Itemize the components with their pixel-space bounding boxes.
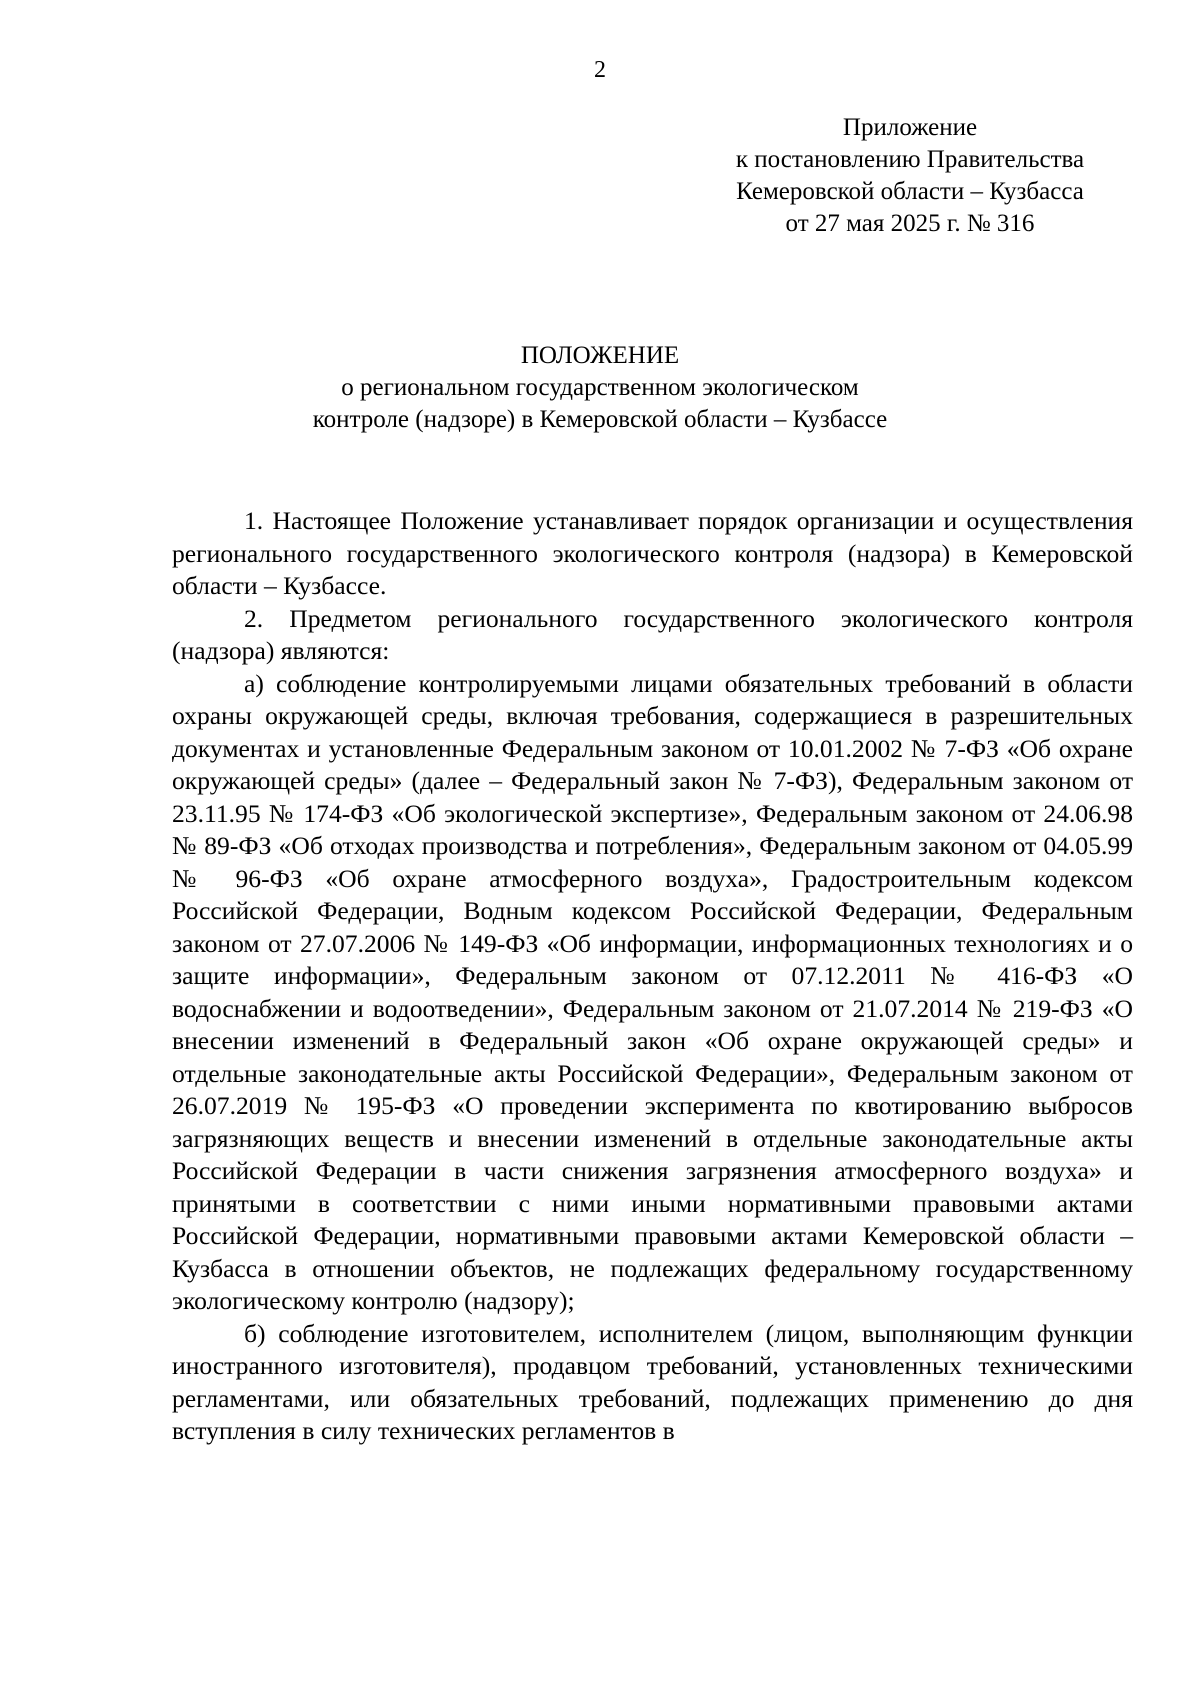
paragraph: б) соблюдение изготовителем, исполнителем (лицом, выполняющим функции иностранного изготовителя), продавцом требований, установленных техническими регламентами, или обязательных требований, подлежащих применению до дня вступления в силу технических регламентов в [172,1318,1133,1445]
paragraph: 1. Настоящее Положение устанавливает порядок организации и осуществления регионального государственного экологического контроля (надзора) в Кемеровской области – Кузбассе. [172,506,1133,600]
title-line: контроле (надзоре) в Кемеровской области – Кузбассе [312,406,888,433]
paragraph: а) соблюдение контролируемыми лицами обязательных требований в области охраны окружающей среды, включая требования, содержащиеся в разрешительных документах и установленные Федеральным законом от 10.01.2002 № 7-ФЗ «Об охране окружающей среды» (далее – Федеральный закон № 7-ФЗ), Федеральным законом от 23.11.95 № 174-ФЗ «Об экологической экспертизе», Федеральным законом от 24.06.98 № 89-ФЗ «Об отходах производства и потребления», Федеральным законом от 04.05.99 № 96-ФЗ «Об охране атмосферного воздуха», Градостроительным кодексом Российской Федерации, Водным кодексом Российской Федерации, Федеральным законом от 27.07.2006 № 149-ФЗ «Об информации, информационных технологиях и о защите информации», Федеральным законом от 07.12.2011 № 416-ФЗ «О водоснабжении и водоотведении», Федеральным законом от 21.07.2014 № 219-ФЗ «О внесении изменений в Федеральный закон «Об охране окружающей среды» и отдельные законодательные акты Российской Федерации», Федеральным законом от 26.07.2019 № 195-ФЗ «О проведении эксперимента по квотированию выбросов загрязняющих веществ и внесении изменений в отдельные законодательные акты Российской Федерации в части снижения загрязнения атмосферного воздуха» и принятыми в соответствии с ними иными нормативными правовыми актами Российской Федерации, нормативными правовыми актами Кемеровской области – Кузбасса в отношении объектов, не подлежащих федеральному государственному экологическому контролю (надзору); [172,668,1133,1315]
appendix-line: от 27 мая 2025 г. № 316 [785,210,1035,237]
document-title [0,340,1200,436]
appendix-line: к постановлению Правительства [735,146,1085,173]
document-body [172,505,1133,1448]
page-number: 2 [594,57,606,83]
title-heading: ПОЛОЖЕНИЕ [520,342,680,369]
paragraph: 2. Предметом регионального государственного экологического контроля (надзора) являются: [172,603,1133,665]
title-line: о региональном государственном экологическом [341,374,859,401]
appendix-line: Приложение [842,114,978,141]
appendix-line: Кемеровской области – Кузбасса [736,178,1084,205]
appendix-block [700,112,1120,240]
